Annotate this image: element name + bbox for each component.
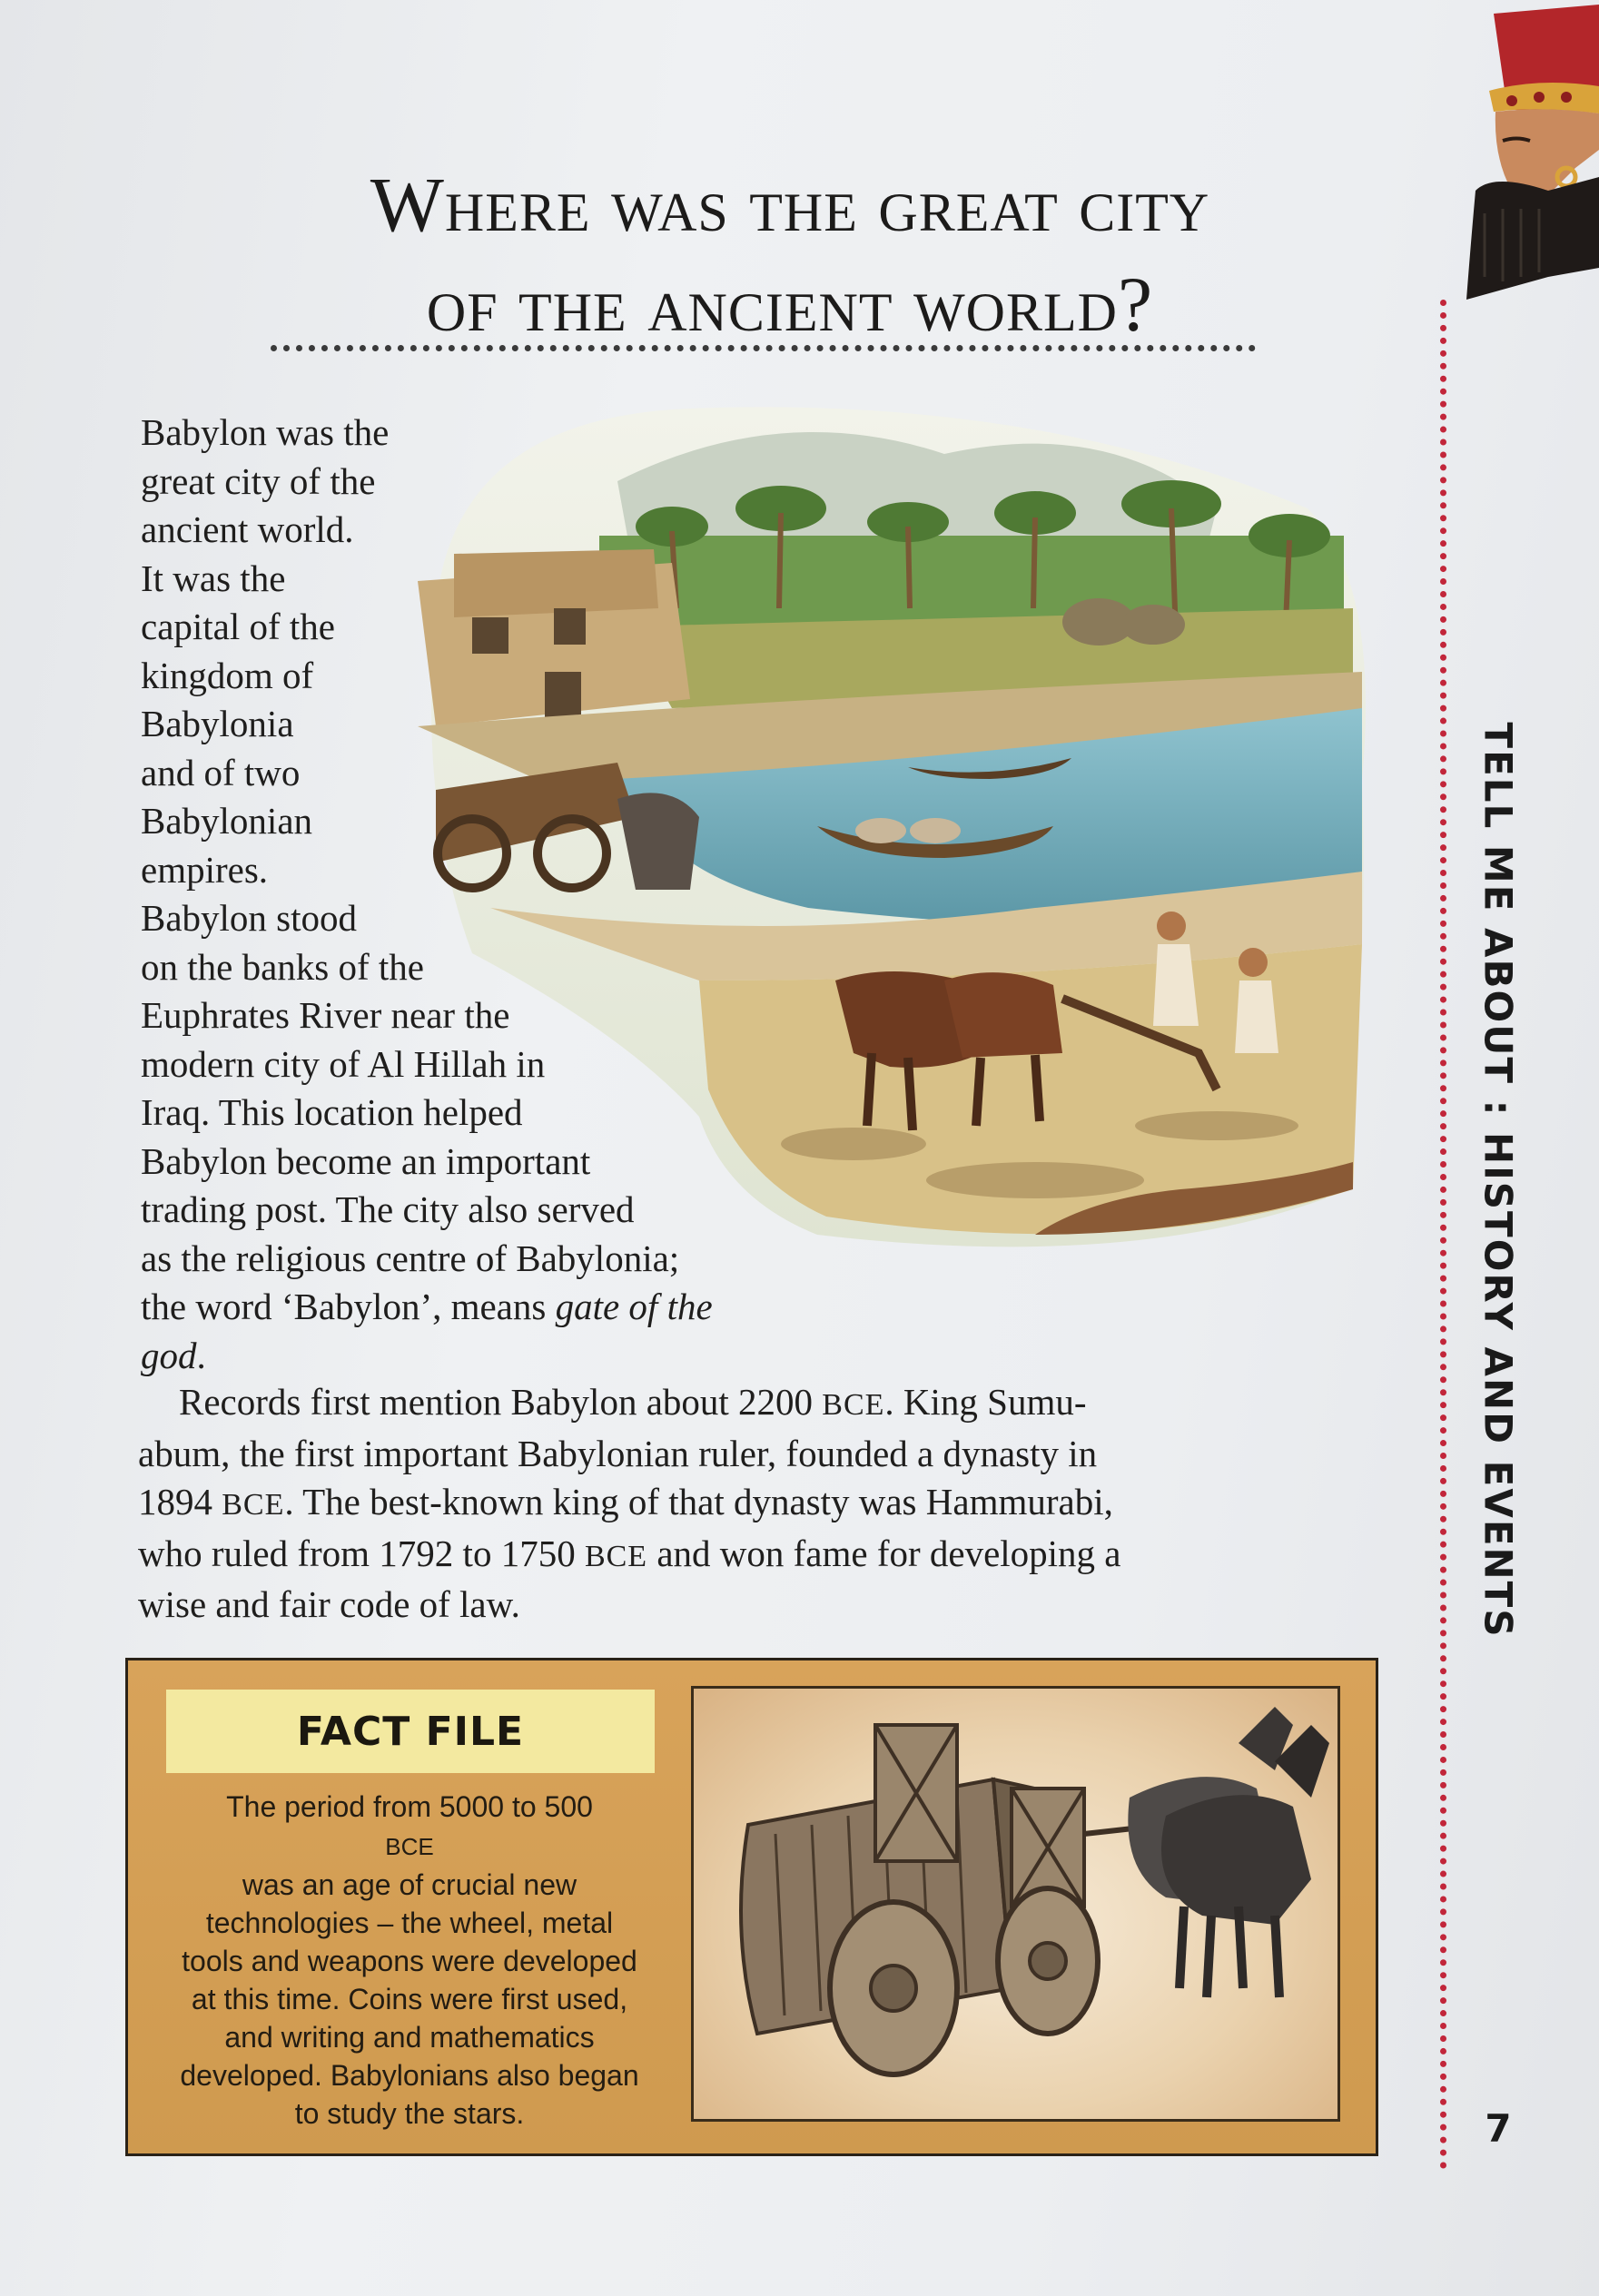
paragraph-line [138,1478,1355,1530]
fact-line: was an age of crucial new [242,1868,577,1901]
fact-line [155,1788,664,1866]
intro-line [141,1283,831,1332]
fact-line: tools and weapons were developed [182,1945,637,1977]
intro-line: Babylon stood [141,897,358,939]
intro-line: as the religious centre of Babylonia; [141,1237,680,1279]
intro-line: great city of the [141,459,376,502]
paragraph-line: abum, the first important Babylonian ruler, founded a dynasty in [138,1432,1098,1474]
section-label-text: TELL ME ABOUT : HISTORY AND EVENTS [1476,722,1521,1639]
intro-line: ancient world. [141,508,354,550]
era-abbrev: BCE [222,1488,285,1522]
text-run: 1894 [138,1481,222,1522]
fact-line: technologies – the wheel, metal [205,1907,614,1939]
italic-phrase: gate of the [555,1286,713,1327]
fact-line: to study the stars. [294,2097,525,2130]
fact-line: at this time. Coins were first used, [191,1983,628,2015]
intro-line: modern city of Al Hillah in [141,1042,546,1085]
paragraph-line [138,1378,1355,1430]
title-line-1: Where was the great city [370,161,1210,248]
intro-line: on the banks of the [141,945,424,988]
intro-line-text: the word ‘Babylon’, means [141,1286,556,1327]
section-label [1471,713,1525,1648]
intro-line: empires. [141,848,269,891]
intro-line: and of two [141,751,301,793]
fact-file-heading: FACT FILE [166,1690,655,1773]
intro-line: Euphrates River near the [141,994,510,1036]
king-head-illustration [1439,5,1599,304]
fact-file-box [125,1658,1378,2156]
paragraph-line: wise and fair code of law. [138,1583,520,1625]
title-line-2: of the ancient world? [426,261,1154,348]
intro-line: Babylon become an important [141,1139,591,1182]
text-run: . King Sumu- [884,1381,1087,1423]
page-number: 7 [1485,2106,1512,2151]
donkey-cart-illustration [694,1689,1337,2119]
history-paragraph [138,1378,1355,1630]
era-abbrev: BCE [822,1388,885,1422]
era-abbrev: BCE [385,1833,434,1860]
fact-line: and writing and mathematics [224,2021,595,2054]
cart-illustration-frame [691,1686,1340,2122]
fact-file-text [155,1788,664,2133]
text-run: The period from 5000 to 500 [226,1790,593,1823]
text-run: Records first mention Babylon about 2200 [179,1381,823,1423]
period: . [196,1334,206,1376]
intro-line: capital of the [141,606,336,647]
intro-line: Babylonian [141,800,313,842]
intro-line: Iraq. This location helped [141,1091,523,1133]
intro-line: kingdom of [141,654,314,696]
intro-line [141,1332,831,1381]
intro-line: Babylonia [141,703,294,744]
text-run: . The best-known king of that dynasty was Hammurabi, [284,1481,1113,1522]
intro-line: Babylon was the [141,411,390,453]
side-dotted-rule [1440,300,1446,2170]
paragraph-line [138,1530,1355,1582]
text-run: who ruled from 1792 to 1750 [138,1532,585,1574]
fact-line: developed. Babylonians also began [180,2059,639,2092]
intro-line: It was the [141,557,286,599]
page-title [127,154,1453,354]
title-dotted-rule [271,345,1256,351]
text-run: and won fame for developing a [647,1532,1121,1574]
intro-paragraph [141,409,831,1380]
era-abbrev: BCE [584,1539,648,1573]
italic-phrase-end: god [141,1334,197,1376]
intro-line: trading post. The city also served [141,1188,635,1230]
